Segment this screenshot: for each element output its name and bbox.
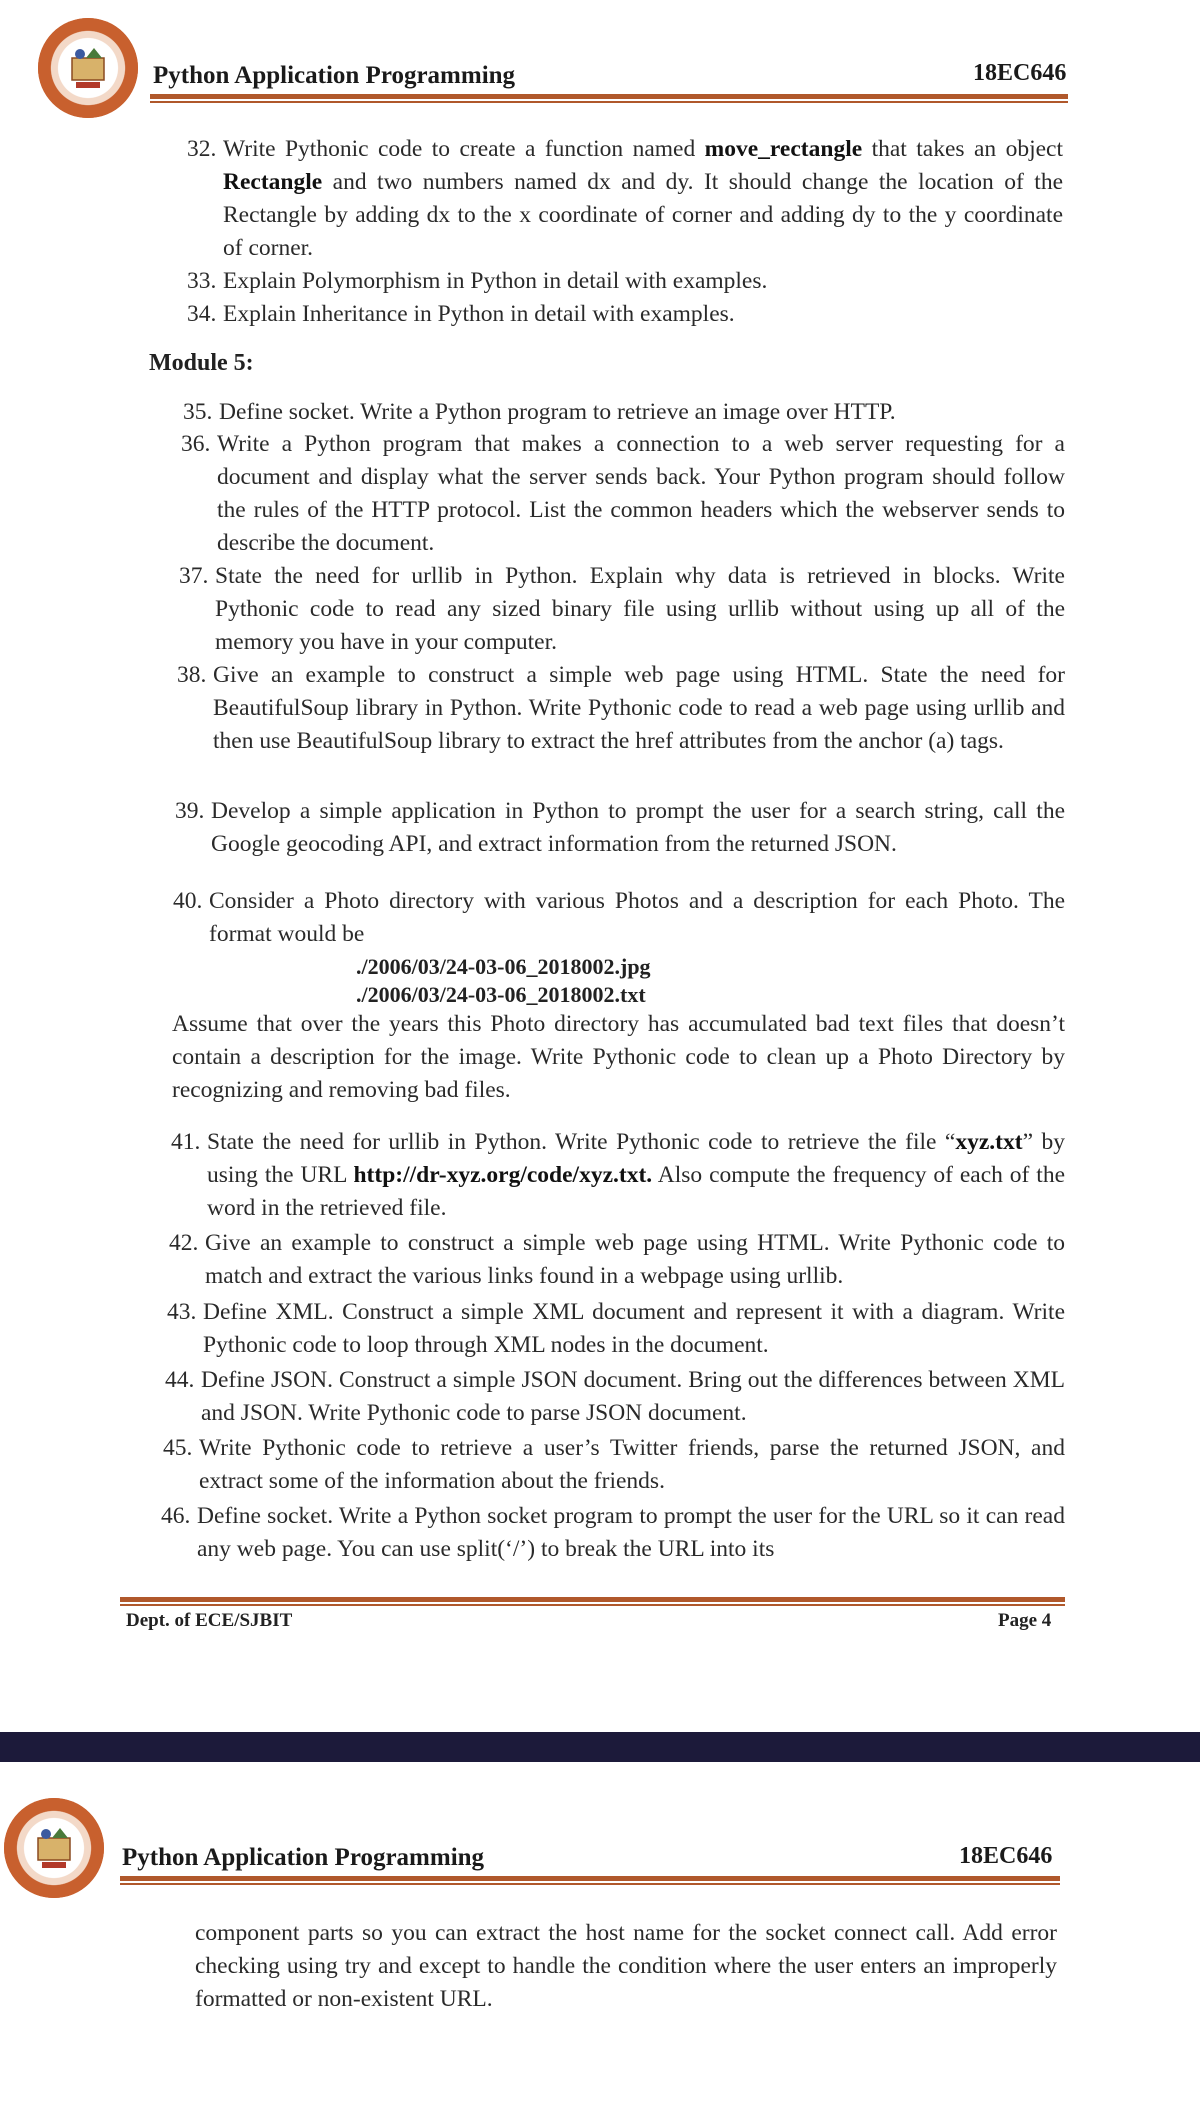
question-46: 46. Define socket. Write a Python socket program to prompt the user for the URL so it can read any web page. You can use split(‘/’) to break the URL into its — [161, 1503, 1065, 1562]
question-39: 39. Develop a simple application in Python to prompt the user for a search string, call the Google geocoding API, and extract information from the returned JSON. — [175, 798, 1065, 857]
question-33: 33. Explain Polymorphism in Python in detail with examples. — [187, 268, 768, 294]
footer-department: Dept. of ECE/SJBIT — [126, 1610, 293, 1631]
question-37: 37. State the need for urllib in Python. Explain why data is retrieved in blocks. Write Pythonic code to read any sized binary file using urllib without using up all of the memory you have in your computer. — [179, 563, 1065, 655]
question-42: 42. Give an example to construct a simple web page using HTML. Write Pythonic code to match and extract the various links found in a webpage using urllib. — [169, 1230, 1065, 1289]
college-logo — [4, 1798, 104, 1898]
page-separator — [0, 1732, 1200, 1762]
question-38: 38. Give an example to construct a simple web page using HTML. State the need for BeautifulSoup library in Python. Write Pythonic code to read a web page using urllib and then use BeautifulSoup library to extract the href attributes from the anchor (a) tags. — [177, 662, 1065, 754]
question-35: 35. Define socket. Write a Python program to retrieve an image over HTTP. — [183, 399, 896, 425]
question-45: 45. Write Pythonic code to retrieve a user’s Twitter friends, parse the returned JSON, and extract some of the information about the friends. — [163, 1435, 1065, 1494]
question-41: 41. State the need for urllib in Python. Write Pythonic code to retrieve the file “xyz.txt” by using the URL http://dr-xyz.org/code/xyz.txt. Also compute the frequency of each of the word in the retrieved file. — [171, 1129, 1065, 1221]
footer-rule — [120, 1597, 1065, 1602]
question-36: 36. Write a Python program that makes a connection to a web server requesting for a document and display what the server sends back. Your Python program should follow the rules of the HTTP protocol. List the common headers which the webserver sends to describe the document. — [181, 431, 1065, 556]
file-path-jpg: ./2006/03/24-03-06_2018002.jpg — [356, 954, 651, 979]
footer-page-number: Page 4 — [998, 1610, 1052, 1631]
url-text: http://dr-xyz.org/code/xyz.txt. — [353, 1162, 653, 1188]
question-32: 32. Write Pythonic code to create a function named move_rectangle that takes an object Rectangle and two numbers named dx and dy. It should change the location of the Rectangle by adding dx to the x coordinate of corner and adding dy to the y coordinate of corner. — [187, 133, 1063, 265]
question-43: 43. Define XML. Construct a simple XML document and represent it with a diagram. Write Pythonic code to loop through XML nodes in the document. — [167, 1299, 1065, 1358]
emblem-icon — [32, 1824, 76, 1872]
file-name: xyz.txt — [955, 1129, 1023, 1155]
question-number: 32. — [187, 136, 217, 162]
module-heading: Module 5: — [149, 350, 254, 376]
header-title: Python Application Programming — [122, 1844, 485, 1871]
emblem-icon — [66, 44, 110, 92]
question-34: 34. Explain Inheritance in Python in detail with examples. — [187, 301, 735, 327]
document-page-5 — [0, 1765, 1200, 2119]
file-path-txt: ./2006/03/24-03-06_2018002.txt — [356, 982, 646, 1007]
header-rule — [120, 1876, 1060, 1881]
question-44: 44. Define JSON. Construct a simple JSON document. Bring out the differences between XML and JSON. Write Pythonic code to parse JSON document. — [165, 1367, 1065, 1426]
header-rule-thin — [150, 101, 1068, 103]
header-rule-thin — [120, 1883, 1060, 1885]
header-course-code: 18EC646 — [973, 60, 1067, 86]
header-title: Python Application Programming — [153, 62, 516, 89]
function-name: move_rectangle — [704, 136, 863, 162]
header-course-code: 18EC646 — [959, 1843, 1053, 1869]
question-40-continuation: Assume that over the years this Photo directory has accumulated bad text files that doesn’t contain a description for the image. Write Pythonic code to clean up a Photo Directory by recognizing and removing bad files. — [172, 1011, 1065, 1103]
footer-rule-thin — [120, 1604, 1065, 1606]
question-40: 40. Consider a Photo directory with various Photos and a description for each Photo. The format would be — [173, 888, 1065, 947]
college-logo — [38, 18, 138, 118]
header-rule — [150, 94, 1068, 99]
class-name: Rectangle — [223, 169, 323, 195]
question-46-continuation: component parts so you can extract the host name for the socket connect call. Add error checking using try and except to handle the condition where the user enters an improperly formatted or non-existent URL. — [195, 1920, 1057, 2012]
